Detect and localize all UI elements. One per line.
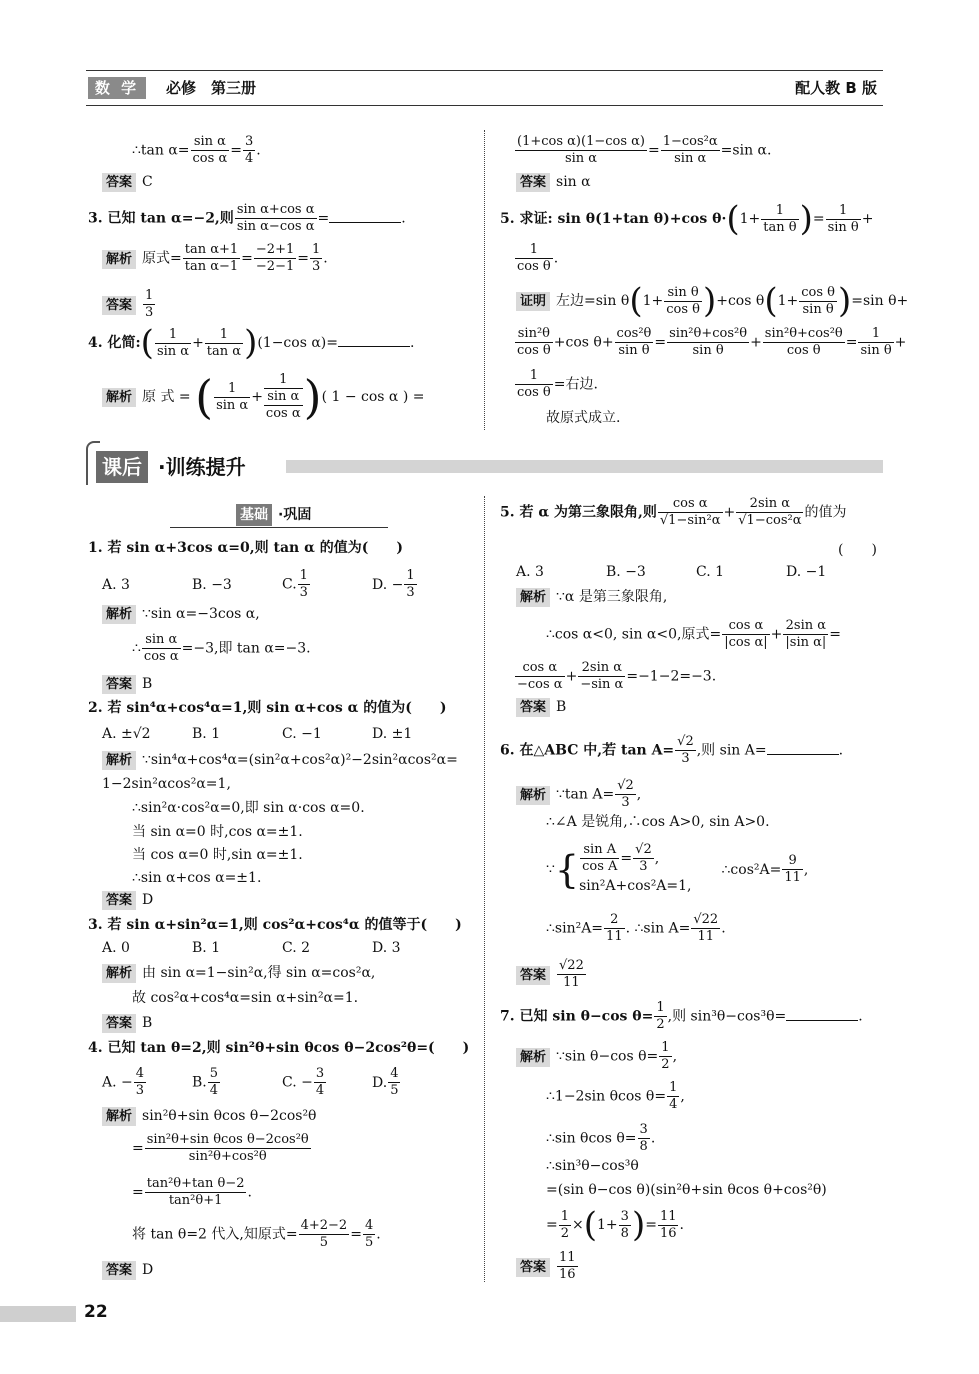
lb-q2-options: A. ±√2 B. 1 C. −1 D. ±1 bbox=[102, 726, 413, 742]
lb-answer-4: 答案 D bbox=[102, 1260, 153, 1280]
section-title-box: 课后 bbox=[96, 451, 148, 483]
lb-question-4: 4. 已知 tan θ=2,则 sin²θ+sin θcos θ−2cos²θ=( ) bbox=[88, 1040, 470, 1056]
subsection-title: ·巩固 bbox=[278, 507, 312, 523]
page-header bbox=[86, 70, 883, 106]
rb-analysis-5: 解析 ∵α 是第三象限角, bbox=[516, 587, 667, 607]
lb-q3-options: A. 0 B. 1 C. 2 D. 3 bbox=[102, 940, 401, 956]
left-top-line1: ∴tan α= $\frac{\text{sin α}}{\text{cos α}}$ = $\frac{3}{4}$ . bbox=[132, 134, 261, 166]
rb-question-7: 7. 已知 sin θ−cos θ= $\frac{1}{2}$ ,则 sin³θ−cos³θ= . bbox=[500, 1000, 863, 1032]
rb-analysis-7f: = $\frac{1}{2}$ ×(1+ $\frac{3}{8}$ )= $\frac{11}{16}$ . bbox=[546, 1205, 684, 1245]
rb-answer-6: 答案 $\frac{√22}{11}$ bbox=[516, 958, 587, 991]
lb-analysis-1b: ∴ $\frac{\text{sin α}}{\text{cos α}}$ =−3,即 tan α=−3. bbox=[132, 632, 311, 664]
answer-4: 答案 sin α bbox=[516, 172, 591, 192]
lb-analysis-2b: 1−2sin²αcos²α=1, bbox=[102, 776, 231, 792]
question-5-cont: $\frac{1}{\text{cos θ}}$ . bbox=[517, 242, 559, 274]
proof-conclusion: 故原式成立. bbox=[546, 410, 621, 426]
lb-analysis-3b: 故 cos²α+cos⁴α=sin α+sin²α=1. bbox=[132, 990, 359, 1006]
answer-3: 答案 $\frac{1}{3}$ bbox=[102, 288, 156, 321]
rb-analysis-7e: =(sin θ−cos θ)(sin²θ+sin θcos θ+cos²θ) bbox=[546, 1182, 827, 1198]
lb-answer-3: 答案 B bbox=[102, 1013, 152, 1033]
rb-question-6: 6. 在△ABC 中,若 tan A= $\frac{√2}{3}$ ,则 sin A= . bbox=[500, 734, 844, 766]
lb-analysis-1: 解析 ∵sin α=−3cos α, bbox=[102, 604, 260, 624]
analysis-4: 解析 原 式 = ( $\frac{1}{\text{sin α}}$ + $\frac{1}{\frac{\text{sin α}}{\text{cos α}}}$ )( 1 − cos α ) = bbox=[102, 372, 424, 422]
question-4: 4. 化简:( $\frac{1}{\text{sin α}}$ + $\frac{1}{\text{tan α}}$ )(1−cos α)= . bbox=[88, 323, 415, 363]
answer-row: 答案 C bbox=[102, 172, 153, 192]
subsection-header bbox=[170, 504, 388, 528]
edition-label: 配人教 B 版 bbox=[795, 79, 877, 97]
rb-analysis-7d: ∴sin³θ−cos³θ bbox=[546, 1158, 639, 1174]
lb-q1-options: A. 3 B. −3 C. $\frac{1}{3}$ D. − $\frac{1}{3}$ bbox=[102, 568, 415, 600]
book-title: 必修 第三册 bbox=[166, 79, 257, 97]
rb-analysis-5b: ∴cos α<0, sin α<0,原式= $\frac{\text{cos α}}{\text{|cos α|}}$ + $\frac{\text{2sin α}}{\text{|sin α|}}$ = bbox=[546, 618, 842, 650]
proof-line2: $\frac{\text{sin²θ}}{\text{cos θ}}$ +cos θ+ $\frac{\text{cos²θ}}{\text{sin θ}}$ = $\frac{\text{sin²θ+cos²θ}}{\text{sin θ}}$ + $\frac{\text{sin²θ+cos²θ}}{\text{cos θ}}$ = $\frac{1}{\text{sin θ}}$ + bbox=[517, 326, 907, 358]
subject-badge: 数 学 bbox=[88, 77, 146, 99]
rb-answer-5: 答案 B bbox=[516, 697, 566, 717]
subsection-box: 基础 bbox=[236, 504, 272, 526]
lb-question-2: 2. 若 sin⁴α+cos⁴α=1,则 sin α+cos α 的值为( ) bbox=[88, 700, 447, 716]
lb-analysis-2: 解析 ∵sin⁴α+cos⁴α=(sin²α+cos²α)²−2sin²αcos²α= bbox=[102, 750, 458, 770]
lb-analysis-3: 解析 由 sin α=1−sin²α,得 sin α=cos²α, bbox=[102, 963, 375, 983]
analysis-3: 解析 原式= $\frac{\text{tan α+1}}{\text{tan α−1}}$ = $\frac{-2+1}{-2-1}$ = $\frac{1}{3}$ . bbox=[102, 242, 328, 275]
column-divider-top bbox=[484, 130, 485, 430]
lb-question-3: 3. 若 sin α+sin²α=1,则 cos²α+cos⁴α 的值等于( ) bbox=[88, 917, 462, 933]
page-number: 22 bbox=[84, 1302, 108, 1322]
rb-analysis-5c: $\frac{\text{cos α}}{\text{−cos α}}$ + $\frac{\text{2sin α}}{\text{−sin α}}$ =−1−2=−3. bbox=[517, 660, 717, 692]
rb-q5-options: A. 3 B. −3 C. 1 D. −1 bbox=[516, 564, 827, 580]
lb-analysis-2e: 当 cos α=0 时,sin α=±1. bbox=[132, 847, 303, 863]
lb-analysis-2d: 当 sin α=0 时,cos α=±1. bbox=[132, 824, 303, 840]
proof-line3: $\frac{1}{\text{cos θ}}$ =右边. bbox=[517, 368, 598, 400]
rb-analysis-7b: ∴1−2sin θcos θ= $\frac{1}{4}$ , bbox=[546, 1080, 685, 1112]
proof-line1: 证明 左边=sin θ(1+ $\frac{\text{sin θ}}{\text{cos θ}}$ )+cos θ(1+ $\frac{\text{cos θ}}{\text{sin θ}}$ )=sin θ+ bbox=[516, 284, 908, 318]
question-3: 3. 已知 tan α=−2,则 $\frac{\text{sin α+cos α}}{\text{sin α−cos α}}$ = . bbox=[88, 202, 406, 234]
rb-analysis-6c: ∵{ $\frac{\text{sin A}}{\text{cos A}}$ = $\frac{√2}{3}$ , sin²A+cos²A=1, ∴cos²A= $\frac{9}{11}$ , bbox=[546, 842, 809, 894]
lb-analysis-4d: 将 tan θ=2 代入,知原式= $\frac{4+2-2}{5}$ = $\frac{4}{5}$ . bbox=[132, 1218, 381, 1250]
rb-answer-7: 答案 $\frac{11}{16}$ bbox=[516, 1250, 579, 1283]
lb-q4-options: A. − $\frac{4}{3}$ B. $\frac{5}{4}$ C. − $\frac{3}{4}$ D. $\frac{4}{5}$ bbox=[102, 1066, 399, 1098]
question-5-proof: 5. 求证: sin θ(1+tan θ)+cos θ·(1+ $\frac{1}{\text{tan θ}}$ )= $\frac{1}{\text{sin θ}}$ + bbox=[500, 199, 874, 239]
lb-analysis-2f: ∴sin α+cos α=±1. bbox=[132, 870, 262, 886]
lb-analysis-2c: ∴sin²α·cos²α=0,即 sin α·cos α=0. bbox=[132, 800, 365, 816]
lb-analysis-4b: = $\frac{\text{sin²θ+sin θcos θ−2cos²θ}}{\text{sin²θ+cos²θ}}$ bbox=[132, 1132, 309, 1164]
section-header bbox=[86, 447, 883, 487]
right-top-line1: $\frac{\text{(1+cos α)(1−cos α)}}{\text{sin α}}$ = $\frac{\text{1−cos²α}}{\text{sin α}}$ =sin α. bbox=[517, 134, 772, 166]
section-title: ·训练提升 bbox=[158, 455, 246, 479]
lb-analysis-4c: = $\frac{\text{tan²θ+tan θ−2}}{\text{tan²θ+1}}$ . bbox=[132, 1176, 252, 1208]
rb-question-5: 5. 若 α 为第三象限角,则 $\frac{\text{cos α}}{\text{√1−sin²α}}$ + $\frac{\text{2sin α}}{\text{√1−cos²α}}$ 的值为 bbox=[500, 496, 847, 528]
lb-answer-2: 答案 D bbox=[102, 890, 153, 910]
lb-answer-1: 答案 B bbox=[102, 674, 152, 694]
lb-analysis-4: 解析 sin²θ+sin θcos θ−2cos²θ bbox=[102, 1106, 317, 1126]
rb-analysis-6: 解析 ∵tan A= $\frac{√2}{3}$ , bbox=[516, 778, 641, 811]
rb-q5-paren: ( ) bbox=[838, 542, 877, 558]
rb-analysis-6d: ∴sin²A= $\frac{2}{11}$ . ∴sin A= $\frac{√22}{11}$ . bbox=[546, 912, 726, 944]
footer-bar bbox=[0, 1306, 76, 1322]
column-divider-bottom bbox=[484, 496, 485, 1282]
rb-analysis-7c: ∴sin θcos θ= $\frac{3}{8}$ . bbox=[546, 1122, 656, 1154]
rb-analysis-7: 解析 ∵sin θ−cos θ= $\frac{1}{2}$ , bbox=[516, 1040, 677, 1073]
rb-analysis-6b: ∴∠A 是锐角,∴cos A>0, sin A>0. bbox=[546, 814, 770, 830]
lb-question-1: 1. 若 sin α+3cos α=0,则 tan α 的值为( ) bbox=[88, 540, 403, 556]
